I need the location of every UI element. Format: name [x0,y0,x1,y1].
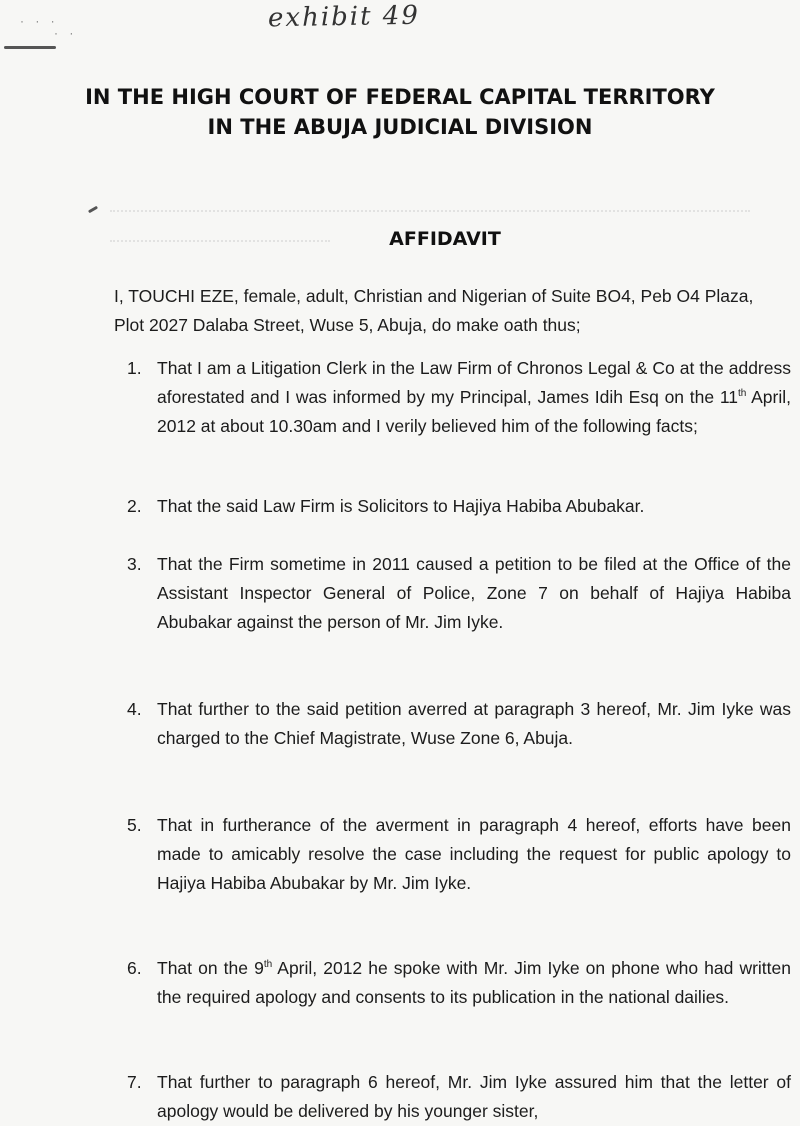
paragraph-5 [127,811,791,898]
paragraph-text: That further to the said petition averred at paragraph 3 hereof, Mr. Jim Iyke was charged to the Chief Magistrate, Wuse Zone 6, Abuja. [157,699,791,748]
paragraph-6 [127,954,791,1012]
paragraph-text: That further to paragraph 6 hereof, Mr. Jim Iyke assured him that the letter of apology would be delivered by his younger sister, [157,1072,791,1121]
court-heading-line2: IN THE ABUJA JUDICIAL DIVISION [207,115,593,139]
scan-speckles: · · [54,26,78,40]
paragraph-7 [127,1068,791,1126]
scan-mark [4,46,56,49]
paragraph-text: That in furtherance of the averment in paragraph 4 hereof, efforts have been made to amicably resolve the case including the request for public apology to Hajiya Habiba Abubakar by Mr. Jim Iyke. [157,815,791,893]
paragraph-number: 7. [127,1072,142,1092]
paragraph-text: That on the 9th April, 2012 he spoke with Mr. Jim Iyke on phone who had written the required apology and consents to its publication in the national dailies. [157,958,791,1007]
paragraph-number: 4. [127,699,142,719]
scan-speckles: · · · [20,14,59,28]
intro-paragraph: I, TOUCHI EZE, female, adult, Christian and Nigerian of Suite BO4, Peb O4 Plaza, Plot 2027 Dalaba Street, Wuse 5, Abuja, do make oath thus; [114,286,754,335]
paragraph-number: 3. [127,554,142,574]
paragraph-2 [127,492,791,521]
ordinal-suffix: th [263,959,273,971]
paragraph-text: That the Firm sometime in 2011 caused a petition to be filed at the Office of the Assistant Inspector General of Police, Zone 7 on behalf of Hajiya Habiba Abubakar against the person of Mr. Jim Iyke. [157,554,791,632]
paragraph-4 [127,695,791,753]
scan-mark [88,206,98,214]
show-through-text [110,196,750,212]
paragraph-text: That I am a Litigation Clerk in the Law Firm of Chronos Legal & Co at the address aforestated and I was informed by my Principal, James Idih Esq on the 11th April, 2012 at about 10.30am and I verily believed him of the following facts; [157,358,791,436]
handwritten-exhibit-label: exhibit 49 [267,0,421,34]
document-title: AFFIDAVIT [389,228,501,250]
paragraph-number: 2. [127,496,142,516]
paragraph-number: 6. [127,958,142,978]
paragraph-number: 5. [127,815,142,835]
paragraph-1 [127,354,791,441]
court-heading-line1: IN THE HIGH COURT OF FEDERAL CAPITAL TERRITORY [85,85,715,109]
paragraph-number: 1. [127,358,142,378]
paragraph-text: That the said Law Firm is Solicitors to Hajiya Habiba Abubakar. [157,496,645,516]
ordinal-suffix: th [738,388,747,400]
paragraph-3 [127,550,791,637]
